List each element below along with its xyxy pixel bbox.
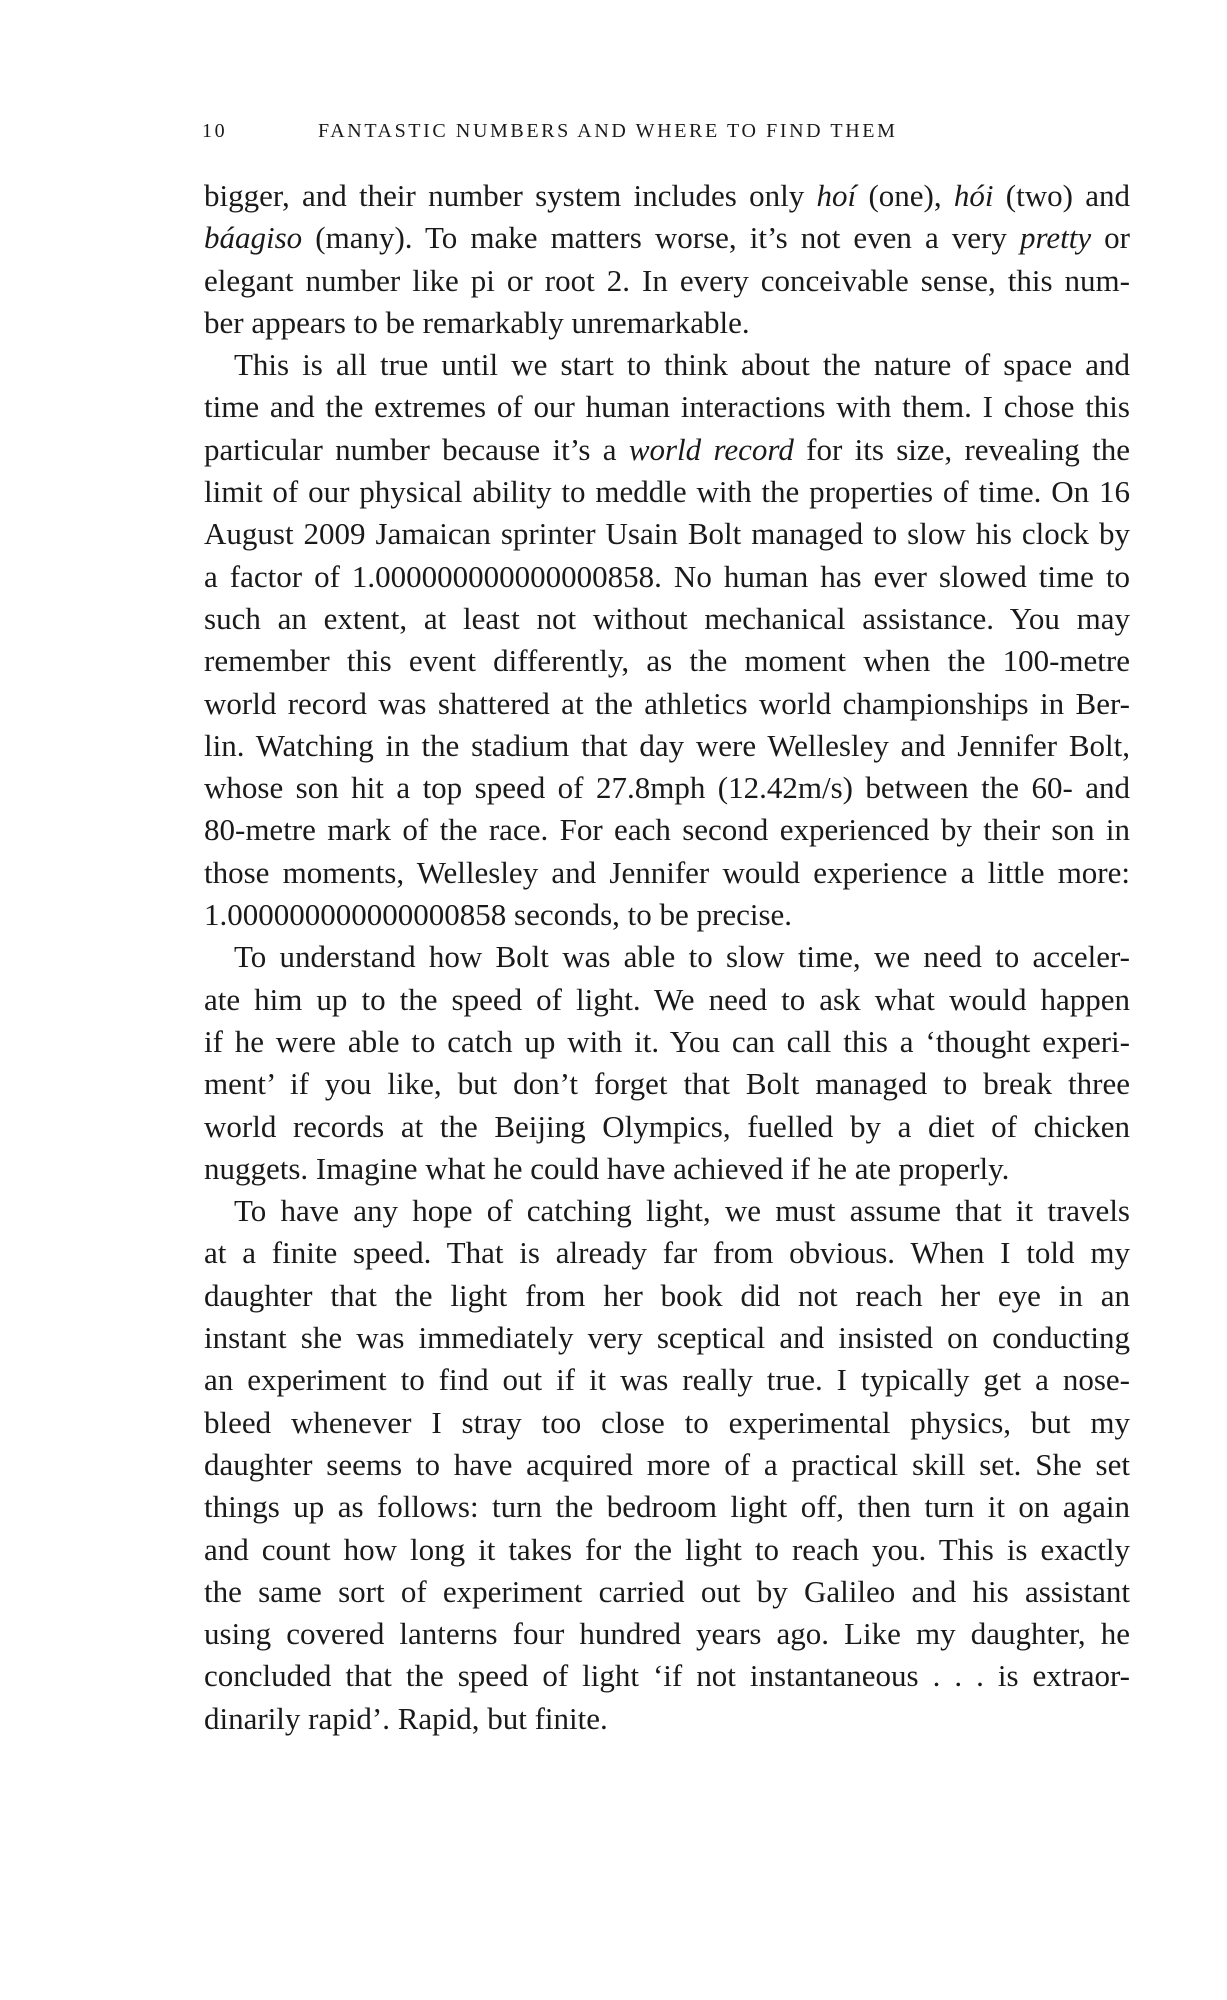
text-line: concluded that the speed of light ‘if not instantaneous . . . is extraor- [204,1658,1130,1694]
italic-text: pretty [1019,220,1092,256]
text-line: ber appears to be remarkably unremarkable. [204,304,750,340]
text-line: To have any hope of catching light, we must assume that it travels [234,1193,1130,1229]
text-line: dinarily rapid’. Rapid, but finite. [204,1700,608,1736]
italic-text: báagiso [204,220,303,256]
text-line: 1.000000000000000858 seconds, to be precise. [204,897,793,933]
text-line: lin. Watching in the stadium that day were Wellesley and Jennifer Bolt, [204,727,1130,763]
body-text [204,175,1130,1740]
text-line: 80-metre mark of the race. For each second experienced by their son in [204,812,1130,848]
text-line: daughter that the light from her book did not reach her eye in an [204,1277,1130,1313]
text-line: things up as follows: turn the bedroom light off, then turn it on again [204,1489,1130,1525]
paragraph [204,344,1130,936]
italic-text: world record [628,431,794,467]
text-line: báagiso (many). To make matters worse, it’s not even a very pretty or [204,220,1130,256]
text-line: remember this event differently, as the moment when the 100-metre [204,643,1130,679]
running-head [202,120,1032,148]
text-line: ate him up to the speed of light. We need to ask what would happen [204,981,1130,1017]
paragraph [204,936,1130,1190]
text-line: those moments, Wellesley and Jennifer would experience a little more: [204,854,1130,890]
italic-text: hói [953,178,994,213]
text-line: world record was shattered at the athletics world championships in Ber- [204,685,1130,721]
paragraph [204,1190,1130,1740]
text-line: such an extent, at least not without mechanical assistance. You may [204,600,1130,636]
text-line: elegant number like pi or root 2. In every conceivable sense, this num- [204,262,1130,298]
paragraph [204,175,1130,344]
text-line: particular number because it’s a world record for its size, revealing the [204,431,1130,467]
text-line: bigger, and their number system includes only hoí (one), hói (two) and [204,178,1130,213]
text-line: at a finite speed. That is already far from obvious. When I told my [204,1235,1130,1271]
running-head-title: FANTASTIC NUMBERS AND WHERE TO FIND THEM [318,120,898,142]
text-line: and count how long it takes for the light to reach you. This is exactly [204,1531,1130,1567]
text-line: limit of our physical ability to meddle with the properties of time. On 16 [204,474,1130,510]
text-line: world records at the Beijing Olympics, fuelled by a diet of chicken [204,1108,1130,1144]
text-line: August 2009 Jamaican sprinter Usain Bolt managed to slow his clock by [204,516,1130,552]
text-line: daughter seems to have acquired more of a practical skill set. She set [204,1446,1130,1482]
text-line: whose son hit a top speed of 27.8mph (12.42m/s) between the 60- and [204,770,1130,806]
text-line: instant she was immediately very sceptical and insisted on conducting [204,1320,1130,1356]
text-line: To understand how Bolt was able to slow time, we need to acceler- [234,939,1130,975]
text-line: nuggets. Imagine what he could have achieved if he ate properly. [204,1150,1010,1186]
text-line: This is all true until we start to think about the nature of space and [234,347,1130,383]
text-line: time and the extremes of our human interactions with them. I chose this [204,389,1130,425]
page-number: 10 [202,120,228,142]
text-line: using covered lanterns four hundred years ago. Like my daughter, he [204,1616,1130,1652]
text-line: bleed whenever I stray too close to experimental physics, but my [204,1404,1130,1440]
text-line: ment’ if you like, but don’t forget that Bolt managed to break three [204,1066,1130,1102]
text-line: an experiment to find out if it was really true. I typically get a nose- [204,1362,1130,1398]
text-line: the same sort of experiment carried out by Galileo and his assistant [204,1573,1130,1609]
text-line: a factor of 1.000000000000000858. No human has ever slowed time to [204,558,1130,594]
text-line: if he were able to catch up with it. You can call this a ‘thought experi- [204,1023,1130,1059]
italic-text: hoí [816,178,857,213]
